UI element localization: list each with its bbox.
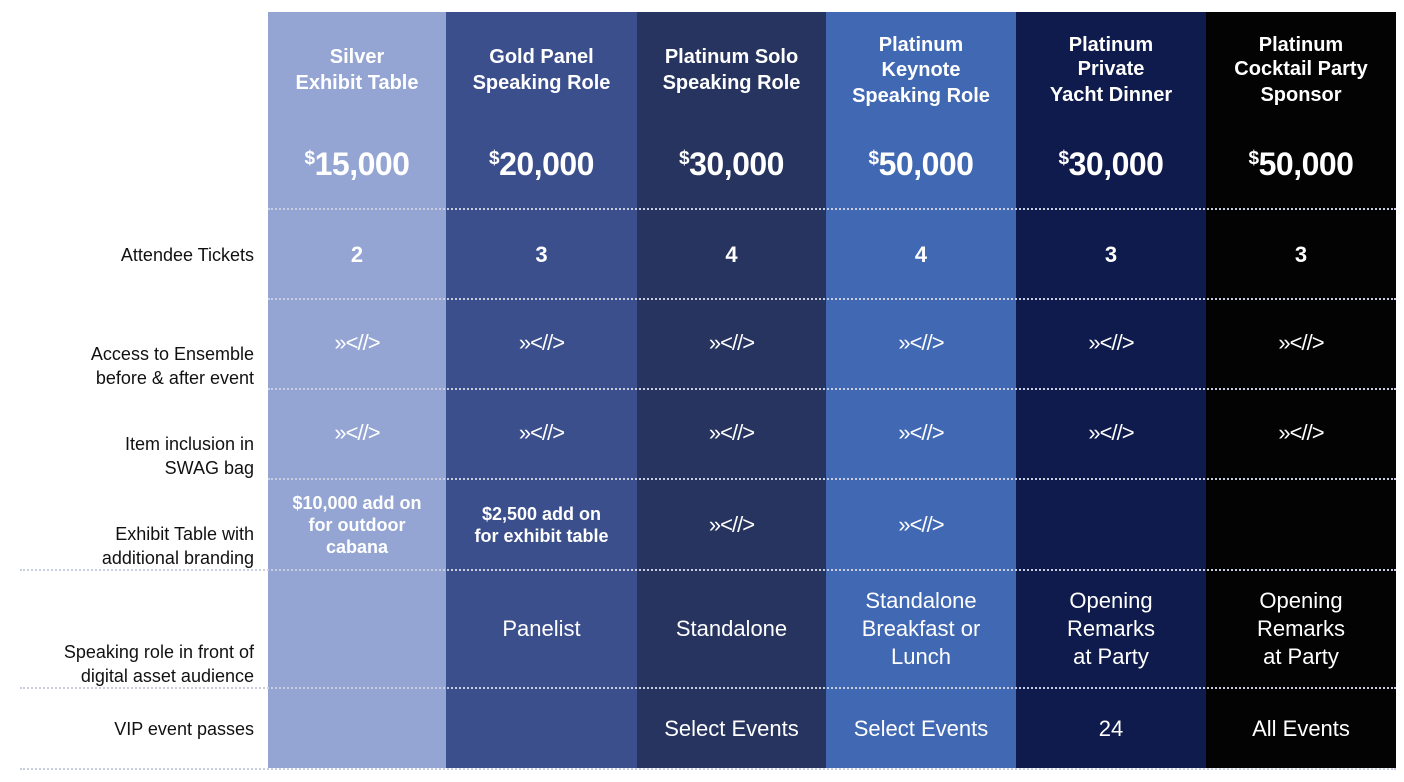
speaking-role-line: Breakfast or (861, 616, 981, 641)
access-check-icon: »<//> (708, 330, 755, 355)
row-divider (268, 388, 1396, 390)
attendee-tickets-cell: 4 (914, 242, 928, 267)
swag-check-icon: »<//> (334, 420, 380, 445)
currency-symbol: $ (489, 148, 500, 169)
speaking-role-cell (268, 570, 446, 688)
attendee-tickets-cell: 3 (1104, 242, 1118, 267)
vip-passes-cell: 24 (1098, 716, 1124, 741)
price-amount: 50,000 (1258, 146, 1354, 182)
tier-title: Speaking Role (472, 72, 611, 94)
attendee-tickets-cell: 4 (725, 242, 738, 267)
speaking-role-line: Remarks (1256, 616, 1345, 641)
tier-column (268, 12, 446, 768)
row-label-swag-bag: Item inclusion in SWAG bag (124, 434, 254, 478)
vip-passes-cell: Select Events (664, 716, 799, 741)
speaking-role-line: at Party (1073, 644, 1149, 669)
tier-column (1206, 12, 1396, 768)
tier-title: Cocktail Party (1234, 58, 1368, 80)
exhibit-table-cell (446, 480, 637, 570)
speaking-role-cell (446, 570, 637, 688)
tier-title: Platinum (1068, 34, 1154, 56)
tier-price (446, 146, 637, 183)
currency-symbol: $ (679, 148, 690, 169)
exhibit-table-cell (1206, 480, 1396, 570)
exhibit-check-icon: »<//> (708, 512, 755, 537)
speaking-role-line: Remarks (1066, 616, 1155, 641)
currency-symbol: $ (1248, 148, 1259, 169)
tier-title: Speaking Role (852, 85, 990, 107)
attendee-tickets-cell: 3 (535, 242, 548, 267)
tier-title: Sponsor (1260, 84, 1342, 106)
speaking-role-line: Opening (1259, 588, 1343, 613)
tier-title: Private (1077, 58, 1145, 80)
row-label-speaking-role: Speaking role in front of digital asset audience (63, 642, 254, 686)
tier-title: Speaking Role (662, 72, 801, 94)
currency-symbol: $ (304, 148, 315, 169)
tier-price (1016, 146, 1206, 183)
access-check-icon: »<//> (898, 330, 944, 355)
exhibit-note-line: $2,500 add on (481, 504, 602, 524)
exhibit-table-cell (268, 480, 446, 570)
swag-check-icon: »<//> (1278, 420, 1324, 445)
row-divider (20, 768, 1396, 770)
access-check-icon: »<//> (518, 330, 565, 355)
vip-passes-cell: Select Events (853, 716, 989, 741)
exhibit-note-line: for exhibit table (474, 526, 609, 546)
price-amount: 15,000 (314, 146, 410, 182)
row-divider (20, 569, 1396, 571)
tier-price (637, 146, 826, 183)
tier-column (826, 12, 1016, 768)
tier-column (637, 12, 826, 768)
vip-passes-cell (268, 688, 446, 770)
exhibit-note-line: cabana (325, 537, 389, 557)
price-amount: 20,000 (499, 146, 594, 182)
currency-symbol: $ (868, 148, 879, 169)
row-divider (268, 298, 1396, 300)
speaking-role-line: Panelist (502, 616, 581, 641)
row-label-vip-passes: VIP event passes (114, 719, 254, 739)
exhibit-note-line: $10,000 add on (292, 493, 422, 513)
speaking-role-line: Opening (1069, 588, 1153, 613)
row-label-access-to-ensemble: Access to Ensemble before & after event (90, 344, 254, 388)
exhibit-check-icon: »<//> (898, 512, 944, 537)
access-check-icon: »<//> (334, 330, 380, 355)
exhibit-table-cell (637, 480, 826, 570)
speaking-role-line: Standalone (865, 588, 977, 613)
swag-check-icon: »<//> (1088, 420, 1134, 445)
tier-title: Platinum (1258, 34, 1344, 56)
exhibit-table-cell (826, 480, 1016, 570)
exhibit-table-cell (1016, 480, 1206, 570)
row-label-exhibit-table: Exhibit Table with additional branding (101, 524, 254, 568)
speaking-role-line: Standalone (675, 616, 788, 641)
speaking-role-cell (637, 570, 826, 688)
price-amount: 50,000 (878, 146, 974, 182)
swag-check-icon: »<//> (898, 420, 944, 445)
row-divider (20, 687, 1396, 689)
access-check-icon: »<//> (1088, 330, 1134, 355)
speaking-role-line: Lunch (891, 644, 951, 669)
speaking-role-cell (1016, 570, 1206, 688)
row-divider (268, 208, 1396, 210)
speaking-role-line: at Party (1263, 644, 1339, 669)
tier-price (268, 146, 446, 183)
tier-title: Platinum Solo (664, 46, 799, 68)
tier-title: Yacht Dinner (1049, 84, 1173, 106)
tier-title: Exhibit Table (295, 72, 419, 94)
tier-price (826, 146, 1016, 183)
tier-title: Gold Panel (489, 46, 594, 68)
currency-symbol: $ (1058, 148, 1069, 169)
swag-check-icon: »<//> (708, 420, 755, 445)
tier-column (446, 12, 637, 768)
price-amount: 30,000 (689, 146, 784, 182)
tier-column (1016, 12, 1206, 768)
speaking-role-cell (1206, 570, 1396, 688)
swag-check-icon: »<//> (518, 420, 565, 445)
attendee-tickets-cell: 2 (350, 242, 364, 267)
exhibit-note-line: for outdoor (308, 515, 406, 535)
row-divider (268, 478, 1396, 480)
tier-price (1206, 146, 1396, 183)
tier-title: Keynote (881, 59, 961, 81)
speaking-role-cell (826, 570, 1016, 688)
attendee-tickets-cell: 3 (1294, 242, 1308, 267)
row-label-attendee-tickets: Attendee Tickets (120, 245, 254, 265)
vip-passes-cell (446, 688, 637, 770)
access-check-icon: »<//> (1278, 330, 1324, 355)
tier-title: Platinum (878, 34, 964, 56)
price-amount: 30,000 (1068, 146, 1164, 182)
vip-passes-cell: All Events (1252, 716, 1350, 741)
tier-title: Silver (329, 46, 385, 68)
